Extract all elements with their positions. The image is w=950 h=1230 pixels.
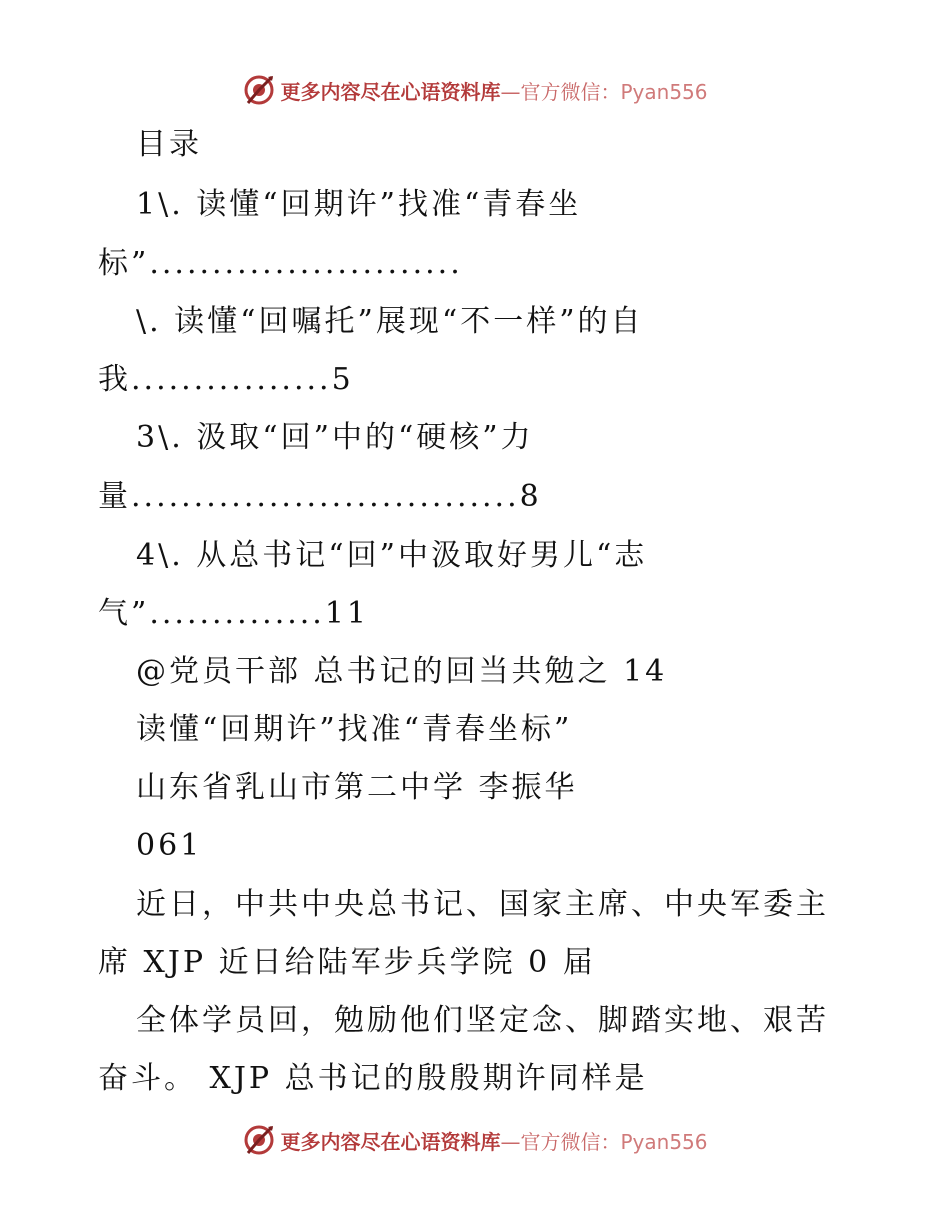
- pen-logo-icon: [242, 73, 276, 107]
- watermark-wechat-label: —官方微信：: [500, 1129, 621, 1154]
- toc-entry-4-line2: 气”..............11: [98, 596, 370, 631]
- article-author: 山东省乳山市第二中学 李振华: [136, 770, 578, 805]
- toc-entry-1-line1: 1\. 读懂“回期许”找准“青春坐: [136, 187, 582, 222]
- toc-entry-4-line1: 4\. 从总书记“回”中汲取好男儿“志: [136, 538, 648, 573]
- article-title: 读懂“回期许”找准“青春坐标”: [136, 712, 573, 747]
- header-watermark: [0, 70, 950, 110]
- watermark-wechat-id: Pyan556: [620, 79, 708, 104]
- watermark-brand: 更多内容尽在心语资料库: [280, 79, 501, 104]
- toc-entry-2-line2: 我................5: [98, 362, 354, 397]
- paragraph-2-line1: 全体学员回，勉励他们坚定念、脚踏实地、艰苦: [136, 1003, 829, 1038]
- watermark-wechat-id: Pyan556: [620, 1129, 708, 1154]
- toc-heading: 目录: [136, 127, 202, 162]
- watermark-text: [280, 1126, 707, 1155]
- watermark-text: [280, 76, 707, 105]
- toc-entry-3-line2: 量...............................8: [98, 479, 542, 514]
- footer-watermark: [0, 1120, 950, 1160]
- paragraph-1-line1: 近日，中共中央总书记、国家主席、中央军委主: [136, 887, 829, 922]
- pen-logo-icon: [242, 1123, 276, 1157]
- paragraph-2-line2: 奋斗。 XJP 总书记的殷殷期许同样是: [98, 1061, 648, 1096]
- toc-entry-3-line1: 3\. 汲取“回”中的“硬核”力: [136, 420, 534, 455]
- watermark-brand: 更多内容尽在心语资料库: [280, 1129, 501, 1154]
- paragraph-1-line2: 席 XJP 近日给陆军步兵学院 0 届: [98, 945, 596, 980]
- toc-entry-1-line2: 标”.........................: [98, 246, 463, 281]
- toc-entry-5: @党员干部 总书记的回当共勉之 14: [136, 654, 668, 689]
- toc-entry-2-line1: \. 读懂“回嘱托”展现“不一样”的自: [136, 304, 644, 339]
- article-code: 061: [136, 828, 203, 863]
- watermark-wechat-label: —官方微信：: [500, 79, 621, 104]
